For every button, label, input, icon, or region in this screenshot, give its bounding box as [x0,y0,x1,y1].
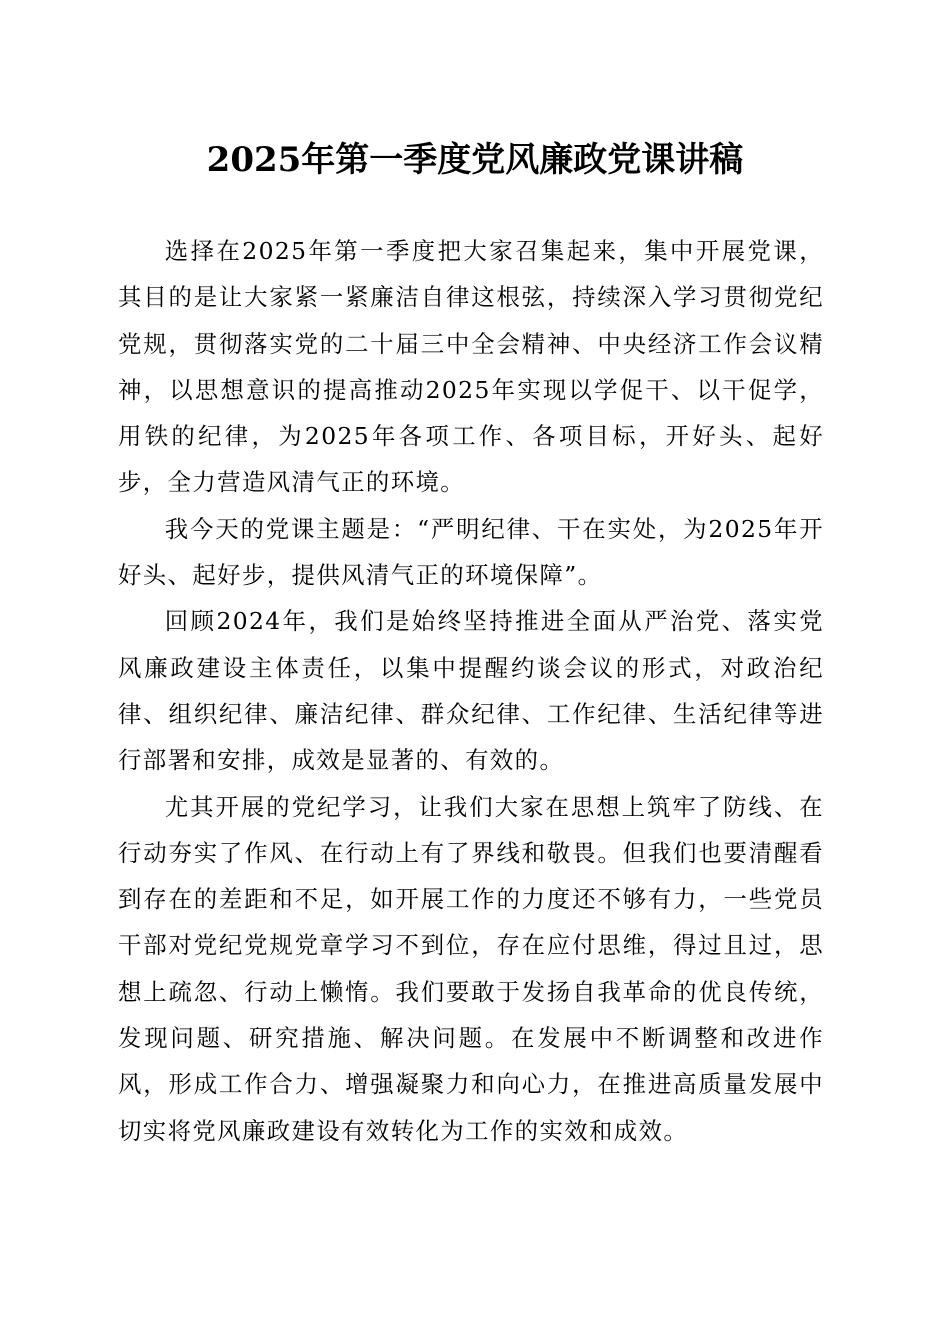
paragraph-3: 回顾2024年，我们是始终坚持推进全面从严治党、落实党风廉政建设主体责任，以集中提醒约谈会议的形式，对政治纪律、组织纪律、廉洁纪律、群众纪律、工作纪律、生活纪律等进行部署和安排，成效是显著的、有效的。 [118,607,824,775]
document-body [118,228,824,1154]
paragraph-1: 选择在2025年第一季度把大家召集起来，集中开展党课，其目的是让大家紧一紧廉洁自律这根弦，持续深入学习贯彻党纪党规，贯彻落实党的二十届三中全会精神、中央经济工作会议精神，以思想意识的提高推动2025年实现以学促干、以干促学，用铁的纪律，为2025年各项工作、各项目标，开好头、起好步，全力营造风清气正的环境。 [118,237,824,497]
paragraph-4: 尤其开展的党纪学习，让我们大家在思想上筑牢了防线、在行动夯实了作风、在行动上有了界线和敬畏。但我们也要清醒看到存在的差距和不足，如开展工作的力度还不够有力，一些党员干部对党纪党规党章学习不到位，存在应付思维，得过且过，思想上疏忽、行动上懒惰。我们要敢于发扬自我革命的优良传统，发现问题、研究措施、解决问题。在发展中不断调整和改进作风，形成工作合力、增强凝聚力和向心力，在推进高质量发展中切实将党风廉政建设有效转化为工作的实效和成效。 [118,792,824,1145]
paragraph-2: 我今天的党课主题是：“严明纪律、干在实处，为2025年开好头、起好步，提供风清气正的环境保障”。 [118,514,824,590]
document-title: 2025年第一季度党风廉政党课讲稿 [206,140,744,180]
